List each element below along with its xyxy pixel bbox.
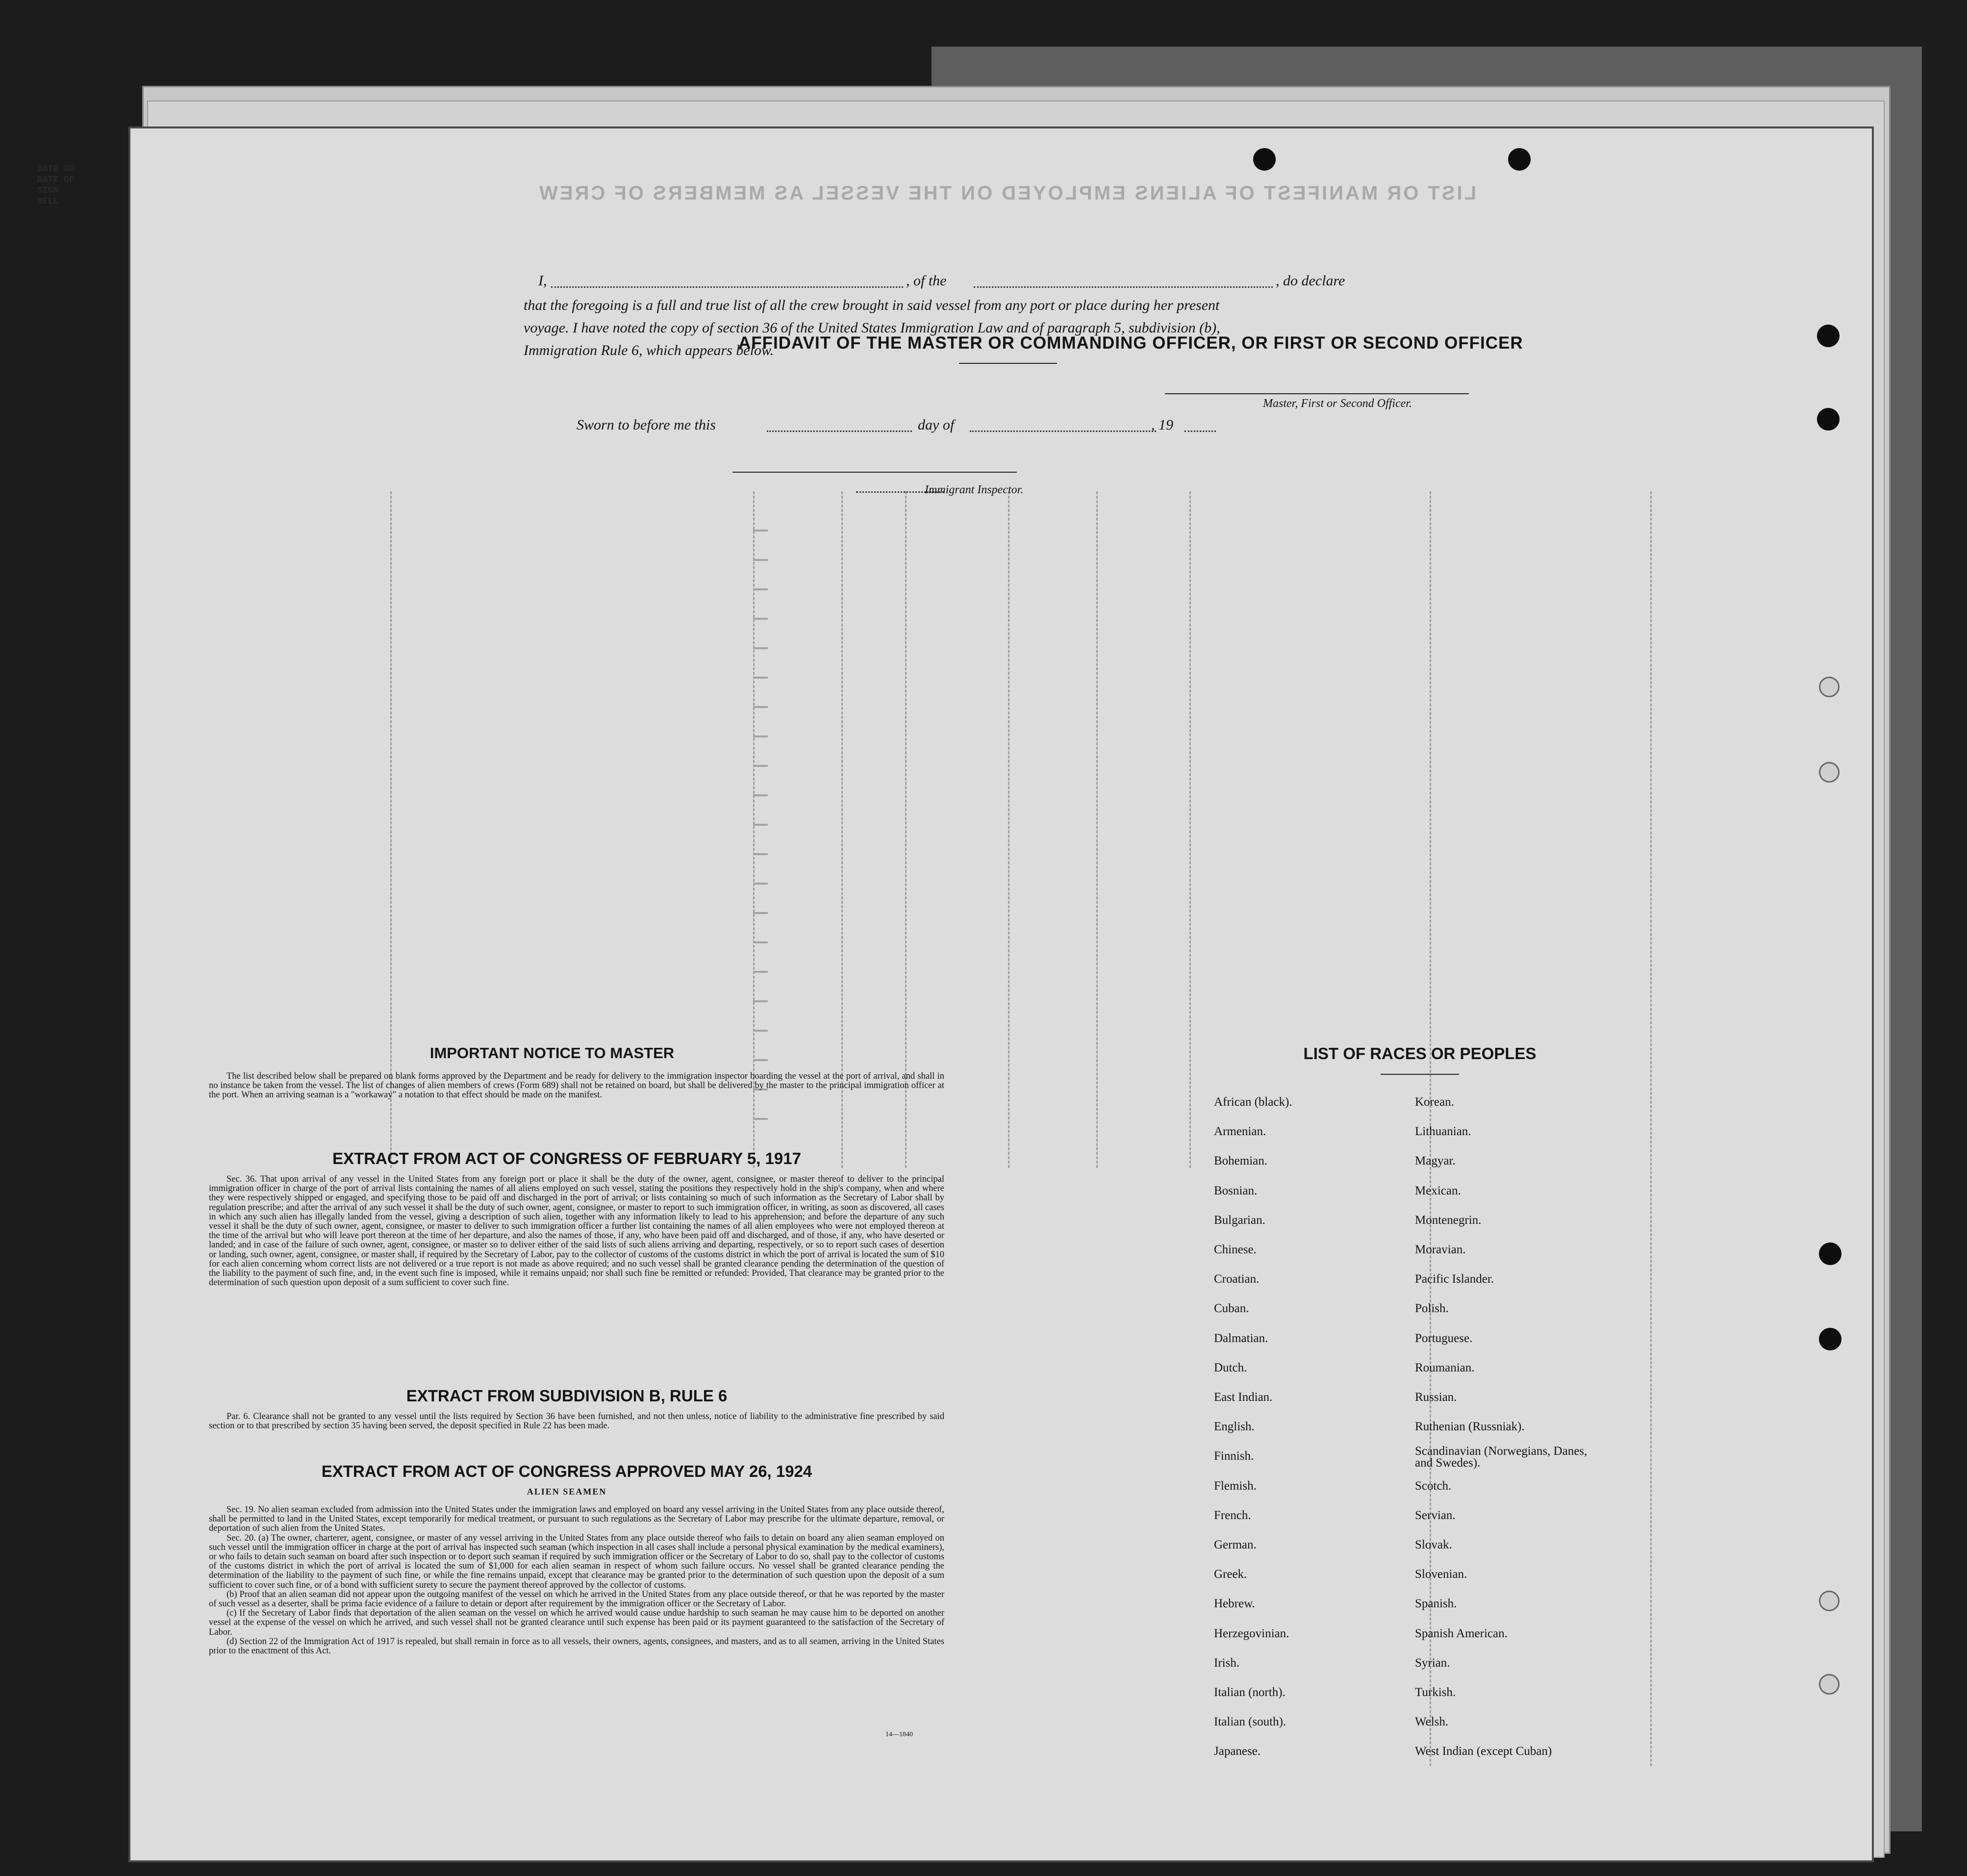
race-entry: Welsh. bbox=[1415, 1715, 1449, 1729]
race-entry: Bulgarian. bbox=[1214, 1213, 1265, 1227]
dash-mark bbox=[753, 530, 768, 532]
dash-mark bbox=[753, 618, 768, 620]
punch-hole-ring bbox=[1819, 1674, 1840, 1695]
race-entry: East Indian. bbox=[1214, 1391, 1273, 1404]
race-entry: Portuguese. bbox=[1415, 1331, 1473, 1345]
dash-mark bbox=[753, 588, 768, 590]
punch-hole bbox=[1817, 408, 1840, 431]
dash-mark bbox=[753, 794, 768, 796]
year-prefix: , 19 bbox=[1151, 417, 1173, 433]
race-entry: Croatian. bbox=[1214, 1272, 1260, 1286]
dash-mark bbox=[753, 559, 768, 561]
affidavit-line4: Immigration Rule 6, which appears below. bbox=[524, 342, 774, 358]
race-entry: Mexican. bbox=[1415, 1184, 1461, 1197]
race-entry: Scotch. bbox=[1415, 1479, 1452, 1493]
race-entry: Italian (south). bbox=[1214, 1715, 1286, 1729]
bleed-through-column-line bbox=[1189, 491, 1191, 1168]
race-entry: Ruthenian (Russniak). bbox=[1415, 1420, 1525, 1434]
signature-line bbox=[1165, 393, 1469, 394]
extract-1924-text bbox=[209, 1505, 944, 1656]
race-entry: Turkish. bbox=[1415, 1686, 1456, 1699]
race-entry: German. bbox=[1214, 1538, 1257, 1551]
dash-mark bbox=[753, 853, 768, 855]
month-fill-line bbox=[970, 431, 1156, 432]
race-entry: Scandinavian (Norwegians, Danes, and Swedes). bbox=[1415, 1445, 1588, 1470]
day-of-text: day of bbox=[918, 417, 955, 433]
dash-mark bbox=[753, 971, 768, 973]
bleed-through-header: LIST OR MANIFEST OF ALIENS EMPLOYED ON THE VESSEL AS MEMBERS OF CREW bbox=[537, 182, 1477, 204]
affidavit-title: AFFIDAVIT OF THE MASTER OR COMMANDING OFFICER, OR FIRST OR SECOND OFFICER bbox=[738, 333, 1523, 353]
race-entry: Irish. bbox=[1214, 1656, 1240, 1670]
dash-mark bbox=[753, 824, 768, 826]
name-fill-line bbox=[551, 286, 903, 288]
dash-mark bbox=[753, 647, 768, 649]
race-entry: Cuban. bbox=[1214, 1302, 1249, 1316]
form-number: 14—1840 bbox=[885, 1731, 913, 1738]
extract-1917-text: Sec. 36. That upon arrival of any vessel in the United States from any foreign port or place it shall be the duty of the owner, agent, consignee, or master thereof to deliver to the principal immigration officer in charge of the port of arrival lists containing the names of all aliens employed on such vessel, stating the positions they respectively hold in the ship's company, when and where they were respectively shipped or engaged, and specifying those to be paid off and discharged in the port of arrival; or lists containing so much of such information as the Secretary of Labor shall by regulation prescribe; and after the arrival of any such vessel it shall be the duty of such owner, agent, consignee, or master to report to such immigration officer, in writing, as soon as discovered, all cases in which any such alien has illegally landed from the vessel, giving a description of such alien, together with any information likely to lead to his apprehension; and before the departure of any such vessel it shall be the duty of such owner, agent, consignee, or master to deliver to such immigration officer a further list containing the names of all alien employees who were not employed thereon at the time of the arrival but who will leave port thereon at the time of her departure, and also the names of those, if any, who have been paid off and discharged, and of those, if any, who have deserted or landed; and in case of the failure of such owner, agent, consignee, or master so to deliver either of the said lists of such aliens arriving and departing, respectively, or so to report such cases of desertion or landing, such owner, agent, consignee, or master shall, if required by the Secretary of Labor, pay to the collector of customs of the customs district in which the port of arrival is located the sum of $10 for each alien concerning whom correct lists are not delivered or a true report is not made as above required; and no such vessel shall be granted clearance pending the determination of the question of the liability to the payment of such fine, and, in the event such fine is imposed, while it remains unpaid; nor shall such fine be remitted or refunded: Provided, That clearance may be granted prior to the determination of such question upon deposit of a sum sufficient to cover such fine. bbox=[209, 1174, 944, 1288]
extract-rule6-text: Par. 6. Clearance shall not be granted to any vessel until the lists required by Section 36 have been furnished, and not then unless, notice of liability to the administrative fine prescribed by said section or to that prescribed by section 35 having been served, the deposit specified in Rule 22 has been made. bbox=[209, 1412, 944, 1431]
signature-label: Master, First or Second Officer. bbox=[1263, 397, 1412, 410]
punch-hole bbox=[1253, 148, 1276, 171]
race-entry: Pacific Islander. bbox=[1415, 1272, 1494, 1286]
race-entry: Bohemian. bbox=[1214, 1154, 1268, 1168]
race-entry: Herzegovinian. bbox=[1214, 1626, 1289, 1640]
punch-hole bbox=[1508, 148, 1531, 171]
affidavit-line2: that the foregoing is a full and true list of all the crew brought in said vessel from any port or place during her present bbox=[524, 297, 1220, 313]
sworn-text: Sworn to before me this bbox=[577, 417, 716, 433]
dash-mark bbox=[753, 706, 768, 708]
races-title-underline bbox=[1381, 1074, 1459, 1075]
punch-hole bbox=[1819, 1242, 1841, 1265]
inspector-signature-line bbox=[732, 472, 1017, 473]
race-entry: Japanese. bbox=[1214, 1745, 1261, 1758]
date-stamp: DATE OF DATE OF SIGN BELL bbox=[37, 164, 75, 206]
inspector-label: Immigrant Inspector. bbox=[925, 483, 1024, 496]
race-entry: Roumanian. bbox=[1415, 1361, 1475, 1374]
extract-rule6-title: EXTRACT FROM SUBDIVISION B, RULE 6 bbox=[406, 1387, 728, 1405]
bleed-through-column-line bbox=[753, 491, 755, 1168]
race-entry: Finnish. bbox=[1214, 1449, 1254, 1463]
dash-mark bbox=[753, 883, 768, 885]
race-entry: Slovak. bbox=[1415, 1538, 1452, 1551]
bleed-through-column-line bbox=[390, 491, 392, 1168]
race-entry: Chinese. bbox=[1214, 1243, 1257, 1256]
dash-mark bbox=[753, 1000, 768, 1002]
race-entry: Lithuanian. bbox=[1415, 1125, 1471, 1139]
day-fill-line bbox=[767, 431, 912, 432]
sec20a-text: Sec. 20. (a) The owner, charterer, agent, consignee, or master of any vessel arriving in the United States from any place outside thereof who fails to detain on board any alien seaman employed on such vessel until the immigration officer in charge at the port of arrival has inspected such seaman (which inspection in all cases shall include a personal physical examination by the medical examiners), or who fails to detain such seaman on board after such inspection or to deport such seaman if required by such immigration officer or the Secretary of Labor to do so, shall pay to the collector of customs of the customs district in which the port of arrival is located the sum of $1,000 for each alien seaman in respect of whom such failure occurs. No vessel shall be granted clearance pending the determination of the liability to the payment of such fine, or while the fine remains unpaid, except that clearance may be granted prior to the determination of such question upon the deposit of a sum sufficient to cover such fine, or of a bond with sufficient surety to secure the payment thereof approved by the collector of customs. bbox=[209, 1533, 944, 1590]
race-entry: Spanish American. bbox=[1415, 1626, 1508, 1640]
race-entry: Armenian. bbox=[1214, 1125, 1266, 1139]
race-entry: Syrian. bbox=[1415, 1656, 1450, 1670]
punch-hole bbox=[1817, 325, 1840, 347]
race-entry: Bosnian. bbox=[1214, 1184, 1258, 1197]
race-entry: Greek. bbox=[1214, 1568, 1247, 1581]
dash-mark bbox=[753, 677, 768, 679]
dash-mark bbox=[753, 765, 768, 767]
dash-mark bbox=[753, 1030, 768, 1032]
race-entry: Hebrew. bbox=[1214, 1597, 1255, 1611]
punch-hole-ring bbox=[1819, 1591, 1840, 1611]
race-entry: Spanish. bbox=[1415, 1597, 1457, 1611]
races-title: LIST OF RACES OR PEOPLES bbox=[1303, 1044, 1537, 1063]
bleed-through-column-line bbox=[1008, 491, 1009, 1168]
punch-hole bbox=[1819, 1328, 1841, 1350]
bleed-through-column-line bbox=[1096, 491, 1098, 1168]
race-entry: Italian (north). bbox=[1214, 1686, 1286, 1699]
race-entry: Servian. bbox=[1415, 1508, 1456, 1522]
sec20d-text: (d) Section 22 of the Immigration Act of 1917 is repealed, but shall remain in force as to all vessels, their owners, agents, consignees, and masters, and as to all seamen, arriving in the United States prior to the enactment of this Act. bbox=[209, 1636, 944, 1656]
race-entry: French. bbox=[1214, 1508, 1251, 1522]
race-entry: Flemish. bbox=[1214, 1479, 1257, 1493]
document-page bbox=[37, 127, 1874, 1862]
extract-1917-title: EXTRACT FROM ACT OF CONGRESS OF FEBRUARY 5, 1917 bbox=[332, 1149, 801, 1167]
sec20b-text: (b) Proof that an alien seaman did not appear upon the outgoing manifest of the vessel on which he arrived in the United States from any place outside thereof, or that he was reported by the master of such vessel as a deserter, shall be prima facie evidence of a failure to detain or deport after requirement by the immigration officer or the Secretary of Labor. bbox=[209, 1589, 944, 1609]
dash-mark bbox=[753, 912, 768, 914]
race-entry: Russian. bbox=[1415, 1391, 1457, 1404]
race-entry: Korean. bbox=[1415, 1095, 1454, 1109]
race-entry: African (black). bbox=[1214, 1095, 1292, 1109]
alien-seamen-subtitle: ALIEN SEAMEN bbox=[527, 1487, 607, 1496]
affidavit-line1-i: I, bbox=[538, 273, 547, 289]
notice-title: IMPORTANT NOTICE TO MASTER bbox=[429, 1044, 675, 1062]
race-entry: Dutch. bbox=[1214, 1361, 1247, 1374]
dash-mark bbox=[753, 1118, 768, 1120]
race-entry: Magyar. bbox=[1415, 1154, 1456, 1168]
affidavit-line1-of-the: , of the bbox=[906, 273, 947, 289]
race-entry: Moravian. bbox=[1415, 1243, 1466, 1256]
sec20c-text: (c) If the Secretary of Labor finds that deportation of the alien seaman on the vessel on which he arrived would cause undue hardship to such seaman he may cause him to be deported on another vessel at the expense of the vessel on which he arrived, and such vessel shall not be granted clearance until such expense has been paid or its payment guaranteed to the satisfaction of the Secretary of Labor. bbox=[209, 1608, 944, 1637]
dash-mark bbox=[753, 1059, 768, 1061]
vessel-fill-line bbox=[974, 286, 1273, 288]
sec19-text: Sec. 19. No alien seaman excluded from admission into the United States under the immigration laws and employed on board any vessel arriving in the United States from any place outside thereof, shall be permitted to land in the United States, except temporarily for medical treatment, or pursuant to such regulations as the Secretary of Labor may prescribe for the ultimate departure, removal, or deportation of such alien from the United States. bbox=[209, 1505, 944, 1534]
extract-1924-title: EXTRACT FROM ACT OF CONGRESS APPROVED MAY 26, 1924 bbox=[321, 1462, 812, 1480]
race-entry: Polish. bbox=[1415, 1302, 1449, 1316]
race-entry: West Indian (except Cuban) bbox=[1415, 1745, 1552, 1758]
bleed-through-column-line bbox=[905, 491, 907, 1168]
affidavit-line3: voyage. I have noted the copy of section 36 of the United States Immigration Law and of paragraph 5, subdivision (b), bbox=[524, 320, 1220, 336]
dash-mark bbox=[753, 941, 768, 943]
year-fill-line bbox=[1185, 431, 1216, 432]
dash-mark bbox=[753, 735, 768, 737]
bleed-through-column-line bbox=[841, 491, 843, 1168]
race-entry: English. bbox=[1214, 1420, 1255, 1434]
notice-text: The list described below shall be prepared on blank forms approved by the Department and be ready for delivery to the immigration inspector boarding the vessel at the port of arrival, and shall in no instance be taken from the vessel. The list of changes of alien members of crews (Form 689) shall not be retained on board, but shall be delivered by the master to the principal immigration officer at the port. When an arriving seaman is a "workaway" a notation to that effect should be made on the manifest. bbox=[209, 1071, 944, 1100]
race-entry: Montenegrin. bbox=[1415, 1213, 1482, 1227]
punch-hole-ring bbox=[1819, 677, 1840, 697]
race-entry: Slovenian. bbox=[1415, 1568, 1467, 1581]
affidavit-line1-declare: , do declare bbox=[1276, 273, 1345, 289]
race-entry: Dalmatian. bbox=[1214, 1331, 1268, 1345]
bleed-through-column-line bbox=[1650, 491, 1652, 1766]
punch-hole-ring bbox=[1819, 762, 1840, 783]
title-underline bbox=[959, 363, 1057, 364]
